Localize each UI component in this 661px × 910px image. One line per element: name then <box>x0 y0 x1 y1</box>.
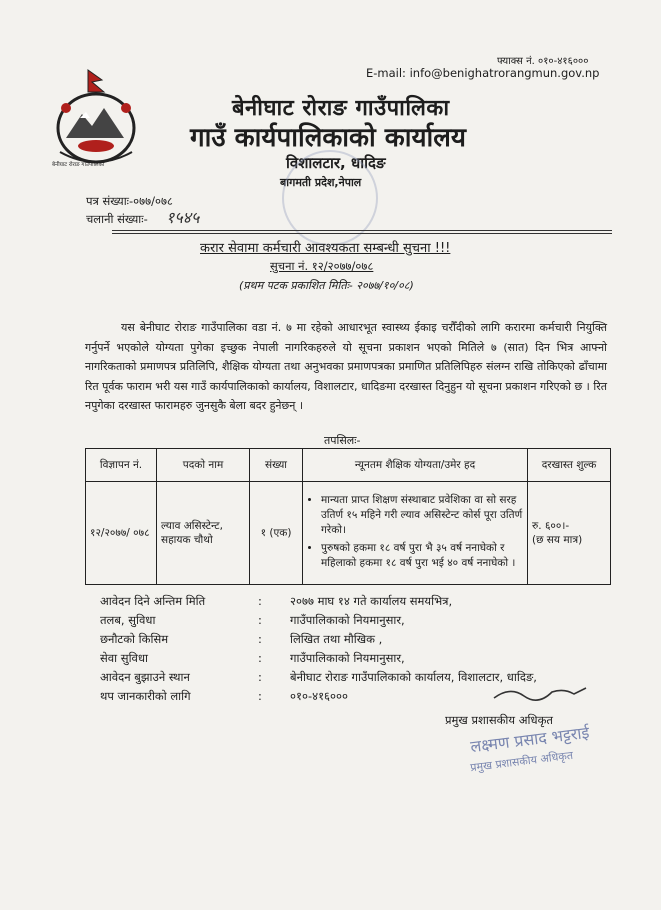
detail-separator: : <box>258 594 262 608</box>
detail-label: आवेदन बुझाउने स्थान <box>100 670 190 684</box>
emblem-caption: बेनीघाट रोराङ गाउँपालिका <box>52 162 105 168</box>
detail-separator: : <box>258 632 262 646</box>
col-header-fee: दरखास्त शुल्क <box>528 449 611 482</box>
col-header-ad-no: विज्ञापन नं. <box>86 449 157 482</box>
detail-value: बेनीघाट रोराङ गाउँपालिकाको कार्यालय, विशालटार, धादिङ, <box>290 670 537 684</box>
detail-separator: : <box>258 613 262 627</box>
col-header-qualification: न्यूनतम शैक्षिक योग्यता/उमेर हद <box>303 449 528 482</box>
office-stamp-seal <box>282 150 378 246</box>
office-province: बागमती प्रदेश,नेपाल <box>280 176 362 189</box>
officer-stamp-title: प्रमुख प्रशासकीय अधिकृत <box>469 748 574 775</box>
header-divider-2 <box>112 233 612 234</box>
col-header-post: पदको नाम <box>157 449 250 482</box>
qualification-item: • मान्यता प्राप्त शिक्षण संस्थाबाट प्रवेशिका वा सो सरह उतिर्ण १५ महिने गरी ल्याव असिस्टेन्ट कोर्स पूरा उतिर्ण गरेको। <box>321 493 523 538</box>
notice-body: यस बेनीघाट रोराङ गाउँपालिका वडा नं. ७ मा रहेको आधारभूत स्वास्थ्य ईकाइ चरौँदीको लागि करारमा कर्मचारी नियुक्ति गर्नुपर्ने भएकोले योग्यता पुगेका इच्छुक नेपाली नागरिकहरुले यो सूचना प्रकाशन भएको मितिले ७ (सात) दिन भित्र आफ्नो नागरिकताको प्रमाणपत्र प्रतिलिपि, शैक्षिक योग्यता तथा अनुभवका प्रमाणपत्रका प्रमाणित प्रतिलिपिहरु संलग्न राखि तोकिएको ढाँचामा रित पूर्वक फाराम भरी यस गाउँ कार्यपालिकाको कार्यालय, विशालटार, धादिङमा दरखास्त दिनुहुन यो सूचना प्रकाशन गरिएको छ । रित नपुगेका दरखास्त फारामहरु जुनसुकै बेला बदर हुनेछन् । <box>85 321 607 413</box>
notice-title: करार सेवामा कर्मचारी आवश्यकता सम्बन्धी सुचना !!! <box>200 241 451 256</box>
detail-label: सेवा सुविधा <box>100 651 148 665</box>
office-location: विशालटार, धादिङ <box>286 154 386 172</box>
table-header-row <box>86 449 611 482</box>
col-header-count: संख्या <box>250 449 303 482</box>
handwritten-signature <box>490 682 590 704</box>
cell-count: १ (एक) <box>250 482 303 585</box>
detail-separator: : <box>258 670 262 684</box>
qualification-item: • पुरुषको हकमा १८ वर्ष पुरा भै ३५ वर्ष ननाघेको र महिलाको हकमा १८ वर्ष पुरा भई ४० वर्ष ननाघेको । <box>321 541 523 571</box>
fee-words: (छ सय मात्र) <box>532 534 583 546</box>
detail-value: ०१०-४१६००० <box>290 689 348 703</box>
detail-label: तलब, सुविधा <box>100 613 156 627</box>
signatory-designation: प्रमुख प्रशासकीय अधिकृत <box>445 713 553 727</box>
cell-post: ल्याव असिस्टेन्ट, सहायक चौथो <box>157 482 250 585</box>
vacancy-table <box>85 448 611 585</box>
table-row <box>86 482 611 585</box>
detail-value: गाउँपालिकाको नियमानुसार, <box>290 651 405 665</box>
nepal-emblem-icon <box>52 68 140 172</box>
detail-separator: : <box>258 689 262 703</box>
cell-ad-no: १२/२०७७/ ०७८ <box>86 482 157 585</box>
detail-value: गाउँपालिकाको नियमानुसार, <box>290 613 405 627</box>
chalani-sankhya-label: चलानी संख्याः- <box>86 212 148 226</box>
cell-qualification <box>303 482 528 585</box>
detail-separator: : <box>258 651 262 665</box>
fax-number: फ्याक्स नं. ०१०-४१६००० <box>497 56 589 67</box>
office-name: बेनीघाट रोराङ गाउँपालिका <box>232 96 450 121</box>
detail-label: थप जानकारीको लागि <box>100 689 191 703</box>
email-address: E-mail: info@benighatrorangmun.gov.np <box>366 66 600 80</box>
officer-stamp-name: लक्ष्मण प्रसाद भट्टराई <box>469 722 591 757</box>
patra-sankhya: पत्र संख्याः-०७७/०७८ <box>86 194 173 208</box>
table-caption: तपसिलः- <box>324 434 361 447</box>
fee-amount: रु. ६००।- <box>532 520 570 532</box>
header-divider <box>112 230 612 231</box>
first-published-date: (प्रथम पटक प्रकाशित मितिः- २०७७/१०/०८) <box>239 279 414 292</box>
detail-label: छनौटको किसिम <box>100 632 169 646</box>
detail-value: २०७७ माघ १४ गते कार्यालय समयभित्र, <box>290 594 453 608</box>
office-title: गाउँ कार्यपालिकाको कार्यालय <box>190 123 466 153</box>
cell-fee <box>528 482 611 585</box>
detail-value: लिखित तथा मौखिक , <box>290 632 383 646</box>
notice-number: सुचना नं. १२/२०७७/०७८ <box>270 259 374 273</box>
chalani-number-handwritten: १५४५ <box>166 208 200 227</box>
detail-label: आवेदन दिने अन्तिम मिति <box>100 594 206 608</box>
